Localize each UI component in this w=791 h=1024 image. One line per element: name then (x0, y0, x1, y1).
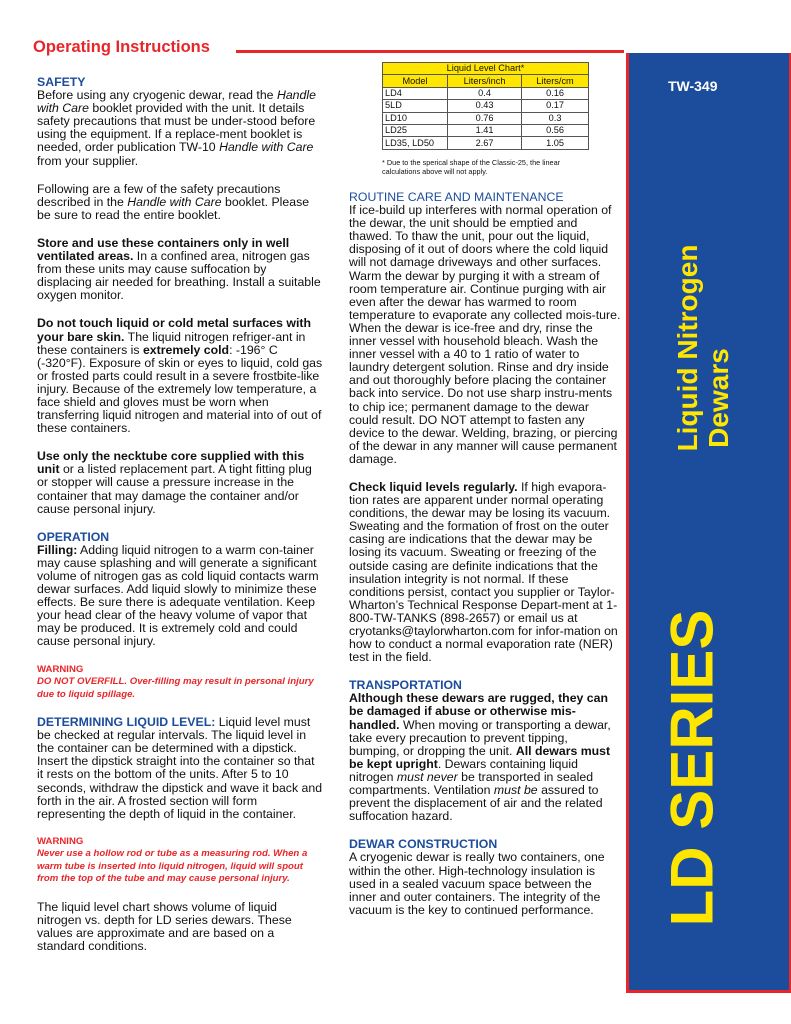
necktube-paragraph: Use only the necktube core supplied with this unit or a listed replacement part. A tight fitting plug or stopper will cause a pressure increase in the container that may damage the container and/or cause personal injury. (37, 449, 312, 516)
chart-reference-paragraph: The liquid level chart shows volume of liquid nitrogen vs. depth for LD series dewars. These values are approximate and are based on a standard conditions. (37, 899, 292, 954)
chart-header-liters-cm: Liters/cm (522, 75, 589, 87)
chart-title: Liquid Level Chart* (383, 63, 589, 75)
warning-2-label: WARNING (37, 835, 84, 847)
liquid-level-chart (382, 62, 589, 150)
right-column (349, 191, 621, 917)
touch-paragraph: Do not touch liquid or cold metal surfaces with your bare skin. The liquid nitrogen refriger-ant in these containers is extremely cold: -196° C (-320°F). Exposure of skin or eyes to liquid, cold gas or frosted parts could result in a severe frostbite-like injury. Because of the extremely low temperature, a face shield and gloves must be worn when transferring liquid nitrogen and material into of out of these containers. (37, 316, 323, 436)
warning-2-text: Never use a hollow rod or tube as a measuring rod. When a warm tube is inserted into liquid nitrogen, liquid will spout from the top of the tube and may cause personal injury. (37, 848, 308, 885)
safety-heading: SAFETY (37, 75, 86, 89)
chart-header-model: Model (383, 75, 448, 87)
warning-1-label: WARNING (37, 663, 84, 675)
store-paragraph: Store and use these containers only in well ventilated areas. In a confined area, nitrogen gas from these units may cause suffocation by displacing air needed for breathing. Install a suitable oxygen monitor. (37, 235, 321, 303)
document-id: TW-349 (668, 78, 718, 94)
table-row: LD4 0.4 0.16 (383, 87, 589, 99)
transport-paragraph: Although these dewars are rugged, they can be damaged if abuse or otherwise mis-handled. When moving or transporting a dewar, take every precaution to prevent tipping, bumping, or dropping the unit. All dewars must be kept upright. Dewars containing liquid nitrogen must never be transported in sealed compartments. Ventilation must be assured to prevent the displacement of air and the related suffocation hazard. (349, 691, 611, 824)
operation-heading: OPERATION (37, 529, 110, 544)
construction-paragraph: A cryogenic dewar is really two containers, one within the other. High-technology insulation is used in a sealed vacuum space between the inner and outer containers. The integrity of the vacuum is the key to continued performance. (349, 850, 605, 917)
routine-paragraph: If ice-build up interferes with normal operation of the dewar, the unit should be emptied and thawed. To thaw the unit, pour out the liquid, disposing of it out of doors where the cold liquid will not damage driveways and other surfaces. Warm the dewar by purging it with a stream of room temperature air. Continue purging with air even after the dewar has warmed to room temperature to evaporate any collected mois-ture. When the dewar is ice-free and dry, rinse the inner vessel with household bleach. Wash the inner vessel with a 40 to 1 ratio of water to laundry detergent solution. Rinse and dry inside and out thoroughly before placing the container back into service. Do not use sharp instru-ments to chip ice; permanent damage to the dewar could result. DO NOT attempt to fasten any device to the dewar. Welding, brazing, or piercing of the dewar in any manner will cause permanent damage. (349, 203, 621, 466)
table-row: LD10 0.76 0.3 (383, 112, 589, 124)
left-column (37, 76, 323, 953)
table-row: 5LD 0.43 0.17 (383, 100, 589, 112)
chart-header-liters-inch: Liters/inch (448, 75, 522, 87)
series-title: LD SERIES (658, 609, 726, 927)
title-rule (236, 50, 624, 53)
chart-footnote: * Due to the sperical shape of the Classic-25, the linear calculations above will not apply. (382, 158, 561, 176)
table-row: LD25 1.41 0.56 (383, 124, 589, 136)
product-name-line-1: Liquid Nitrogen (672, 244, 703, 452)
filling-paragraph: Filling: Adding liquid nitrogen to a warm con-tainer may cause splashing and will generate a significant volume of nitrogen gas as cold liquid contacts warm dewar surfaces. Add liquid slowly to minimize these effects. Be sure there is adequate ventilation. Keep your head clear of the heavy volume of vapor that may be produced. It is extremely cold and could cause personal injury. (37, 542, 319, 649)
safety-paragraph-1: Before using any cryogenic dewar, read the Handle with Care booklet provided with the unit. It details safety precautions that must be under-stood before using the equipment. If a replace-ment booklet is needed, order publication TW-10 Handle with Care from your supplier. (37, 88, 316, 168)
construction-heading: DEWAR CONSTRUCTION (349, 837, 498, 852)
warning-1-text: DO NOT OVERFILL. Over-filling may result in personal injury due to liquid spillage. (37, 676, 314, 700)
check-paragraph: Check liquid levels regularly. If high evapora-tion rates are apparent under normal operating conditions, the dewar may be losing its vacuum. Sweating and the formation of frost on the outer casing are indications that the dewar may be losing its vacuum. Sweating or freezing of the outside casing are definite indications that the insulation integrity is not normal. If these conditions persist, contact you supplier or Taylor-Wharton’s Technical Response Depart-ment at 1-800-TW-TANKS (898-2657) or email us at cryotanks@taylorwharton.com for infor-mation on how to conduct a normal evaporation rate (NER) test in the field. (349, 479, 618, 665)
safety-paragraph-2: Following are a few of the safety precautions described in the Handle with Care booklet. Please be sure to read the entire booklet. (37, 181, 310, 222)
transport-heading: TRANSPORTATION (349, 678, 462, 693)
table-row: LD35, LD50 2.67 1.05 (383, 137, 589, 149)
level-paragraph: DETERMINING LIQUID LEVEL: Liquid level must be checked at regular intervals. The liquid level in the container can be determined with a dipstick. Insert the dipstick straight into the container so that it rests on the bottom of the units. After 5 to 10 seconds, withdraw the dipstick and wave it back and forth in the air. A frosted section will form representing the depth of liquid in the container. (37, 715, 323, 821)
routine-heading: ROUTINE CARE AND MAINTENANCE (349, 190, 564, 204)
page-title: Operating Instructions (33, 38, 210, 56)
product-name-line-2: Dewars (703, 348, 734, 448)
